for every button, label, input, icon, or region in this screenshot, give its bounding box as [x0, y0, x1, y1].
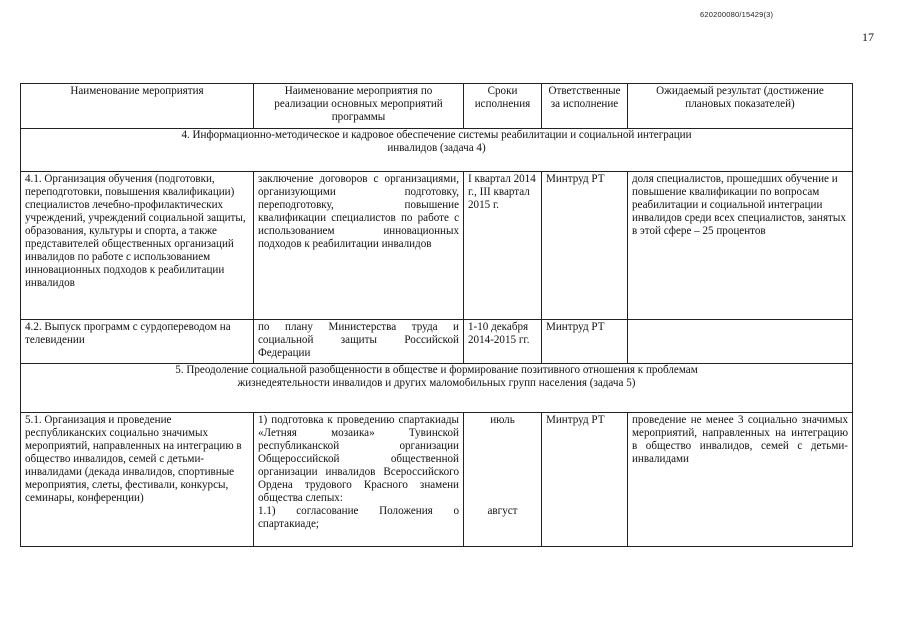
- row-5-1-action-cell: [254, 413, 464, 547]
- table-header-row: [21, 84, 853, 129]
- row-4-1-responsible: Минтруд РТ: [542, 172, 628, 320]
- header-deadlines: Сроки исполнения: [464, 84, 542, 129]
- header-expected-result: Ожидаемый результат (достижение плановых показателей): [628, 84, 853, 129]
- section-row: [21, 129, 853, 172]
- document-id: 620200080/15429(3): [700, 10, 774, 19]
- section-row: [21, 364, 853, 413]
- row-5-1-result: проведение не менее 3 социально значимых мероприятий, направленных на интеграцию в общество инвалидов, семей с детьми-инвалидами: [628, 413, 853, 547]
- header-activity-name: Наименование мероприятия: [21, 84, 254, 129]
- table-row: [21, 413, 853, 547]
- row-4-2-responsible: Минтруд РТ: [542, 320, 628, 364]
- row-5-1-term-cell: [464, 413, 542, 547]
- header-responsible: Ответственные за исполнение: [542, 84, 628, 129]
- row-4-2-name: 4.2. Выпуск программ с сурдопереводом на телевидении: [21, 320, 254, 364]
- page-number: 17: [862, 30, 874, 44]
- row-5-1-name: 5.1. Организация и проведение республиканских социально значимых мероприятий, направленных на интеграцию в общество инвалидов, семей с детьми-инвалидами (декада инвалидов, спортивные мероприятия, слеты, фестивали, конкурсы, семинары, конференции): [21, 413, 254, 547]
- table-row: [21, 320, 853, 364]
- row-4-1-name: 4.1. Организация обучения (подготовки, переподготовки, повышения квалификации) специалистов лечебно-профилактических учреждений, учреждений социальной защиты, образования, культуры и спорта, а также представителей общественных организаций инвалидов по работе с использованием инновационных подходов к реабилитации инвалидов: [21, 172, 254, 320]
- program-activities-table: [20, 83, 853, 547]
- row-5-1-action-sub: 1.1) согласование Положения о спартакиаде;: [258, 505, 459, 530]
- table-row: [21, 172, 853, 320]
- row-4-1-action: заключение договоров с организациями, организующими подготовку, переподготовку, повышение квалификации специалистов по работе с использованием инновационных подходов к реабилитации инвалидов: [254, 172, 464, 320]
- header-implementation-activity: Наименование мероприятия по реализации основных мероприятий программы: [254, 84, 464, 129]
- row-4-2-action: по плану Министерства труда и социальной защиты Российской Федерации: [254, 320, 464, 364]
- row-4-2-term: 1-10 декабря 2014-2015 гг.: [464, 320, 542, 364]
- row-4-1-term: I квартал 2014 г., III квартал 2015 г.: [464, 172, 542, 320]
- row-5-1-term: июль: [490, 414, 515, 426]
- row-5-1-responsible: Минтруд РТ: [542, 413, 628, 547]
- row-4-2-result: [628, 320, 853, 364]
- section-4-title: 4. Информационно-методическое и кадровое обеспечение системы реабилитации и социальной интеграции инвалидов (задача 4): [21, 129, 853, 172]
- row-5-1-action: 1) подготовка к проведению спартакиады «Летняя мозаика» Тувинской республиканской организации Общероссийской общественной организации инвалидов Всероссийского Ордена трудового Красного знамени общества слепых:: [258, 414, 459, 504]
- row-5-1-term-sub: август: [487, 505, 518, 517]
- row-4-1-result: доля специалистов, прошедших обучение и повышение квалификации по вопросам реабилитации и социальной интеграции инвалидов среди всех специалистов, занятых в этой сфере – 25 процентов: [628, 172, 853, 320]
- section-5-title: 5. Преодоление социальной разобщенности в обществе и формирование позитивного отношения к проблемам жизнедеятельности инвалидов и других маломобильных групп населения (задача 5): [21, 364, 853, 413]
